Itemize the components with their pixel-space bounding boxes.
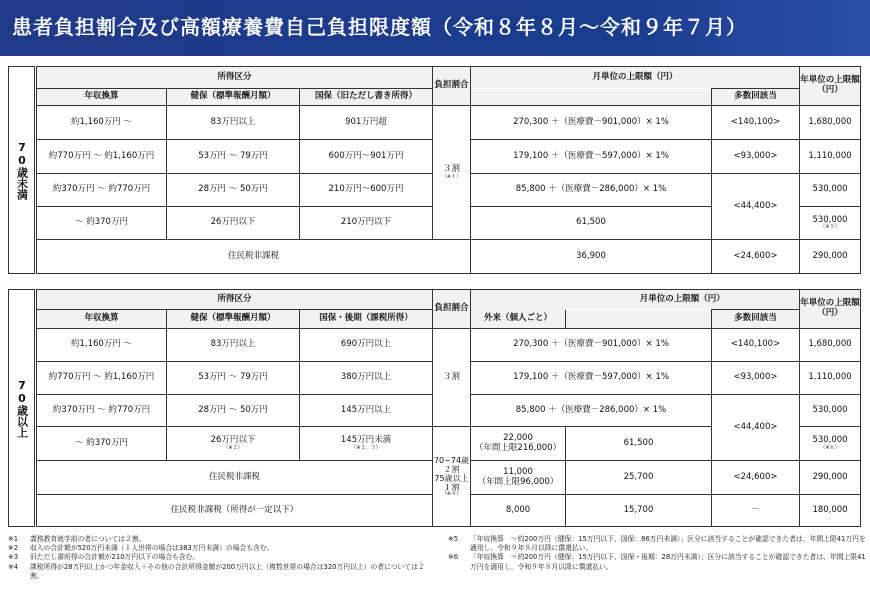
cell-kokuho: 600万円～901万円 (300, 140, 433, 174)
cell-hikazei: 住民税非課税 (37, 240, 471, 274)
header-month: 月単位の上限額（円） (566, 290, 800, 310)
header-gairai-top (471, 290, 566, 310)
cell-month: 15,700 (566, 495, 712, 527)
year-note: （※５） (820, 224, 840, 231)
futan-age-1: 70~74歳 (433, 455, 470, 465)
table-row (37, 329, 861, 362)
futan-note: （※１） (441, 173, 462, 180)
cell-nenshu: 約370万円 ～ 約770万円 (37, 395, 167, 427)
cell-month: 85,800 ＋（医療費－286,000）× 1% (471, 174, 712, 207)
year-value: 530,000 (812, 435, 848, 446)
cell-futan (433, 106, 471, 240)
cell-year (800, 427, 861, 461)
year-note: （※６） (820, 444, 840, 451)
header-month: 月単位の上限額（円） (471, 67, 800, 89)
cell-tasu: <140,100> (712, 106, 800, 140)
cell-kenpo: 28万円 ～ 50万円 (167, 174, 300, 207)
cell-month: 36,900 (471, 240, 712, 274)
cell-month: 25,700 (566, 461, 712, 495)
cell-nenshu: 約770万円 ～ 約1,160万円 (37, 362, 167, 395)
futan-rate-2: １割 (443, 483, 460, 493)
header-month-spacer (566, 310, 712, 329)
cell-year: 1,110,000 (800, 362, 861, 395)
cell-nenshu: ～ 約370万円 (37, 427, 167, 461)
cell-month: 179,100 ＋（医療費－597,000）× 1% (471, 140, 712, 174)
gairai-value: 11,000 (503, 466, 533, 477)
footnote-text: 課税所得が28万円以上かつ年金収入＋その他の合計所得金額が200万円以上（複数世帯の場合は320万円以上）の者については２割。 (30, 562, 425, 580)
cell-month: 179,100 ＋（医療費－597,000）× 1% (471, 362, 712, 395)
cell-kenpo: 26万円以下 (167, 207, 300, 240)
futan-rate-1: ２割 (443, 464, 460, 474)
header-kenpo: 健保（標準報酬月額） (167, 89, 300, 106)
cell-tasu: <24,600> (712, 461, 800, 495)
kenpo-note: （※２） (223, 444, 243, 451)
footnote-mark: ※1 (8, 535, 19, 543)
cell-tasu: <44,400> (712, 174, 800, 240)
table-under-70 (36, 66, 861, 274)
header-futan: 負担割合 (433, 290, 471, 329)
header-gairai: 外来（個人ごと） (471, 310, 566, 329)
footnote-mark: ※6 (448, 553, 459, 562)
cell-nenshu: 約770万円 ～ 約1,160万円 (37, 140, 167, 174)
year-value: 530,000 (812, 214, 848, 225)
footnote (448, 535, 868, 553)
futan-value: ３割 (442, 164, 460, 175)
cell-hikazei-low: 住民税非課税（所得が一定以下） (37, 495, 433, 527)
header-kokuho: 国保（旧ただし書き所得） (300, 89, 433, 106)
cell-nenshu: ～ 約370万円 (37, 207, 167, 240)
header-shotoku: 所得区分 (37, 67, 433, 89)
gairai-annual: （年間上限216,000） (474, 442, 562, 453)
header-nenshu: 年収換算 (37, 310, 167, 329)
cell-year: 1,680,000 (800, 106, 861, 140)
section-label-70-plus: 70歳以上 (8, 289, 35, 527)
cell-tasu: <140,100> (712, 329, 800, 362)
cell-month: 61,500 (566, 427, 712, 461)
cell-kenpo: 83万円以上 (167, 329, 300, 362)
cell-year: 530,000 (800, 395, 861, 427)
cell-year: 290,000 (800, 461, 861, 495)
cell-tasu: <24,600> (712, 240, 800, 274)
cell-year: 1,680,000 (800, 329, 861, 362)
kenpo-value: 26万円以下 (210, 435, 256, 446)
table-70-plus (36, 289, 861, 527)
footnote (448, 553, 868, 571)
cell-gairai: 8,000 (471, 495, 566, 527)
header-futan: 負担割合 (433, 67, 471, 106)
cell-kokuho: 901万円超 (300, 106, 433, 140)
footnote (8, 553, 428, 562)
cell-month: 270,300 ＋（医療費－901,000）× 1% (471, 329, 712, 362)
header-nenshu: 年収換算 (37, 89, 167, 106)
section-label-under-70: 70歳未満 (8, 66, 35, 274)
cell-year: 530,000 (800, 174, 861, 207)
footnotes-right (448, 535, 868, 572)
gairai-value: 22,000 (503, 432, 533, 443)
cell-kenpo (167, 427, 300, 461)
cell-kokuho: 380万円以上 (300, 362, 433, 395)
kokuho-value: 145万円未満 (340, 435, 392, 446)
footnote-text: 「年収換算 ～約200万円（健保：15万円以下、国保・後期：28万円未満）」区分に該当することが確認できた者は、年間上限41万円を適用し、令和９年８月以降に償還払い。 (470, 553, 866, 571)
cell-tasu: <93,000> (712, 362, 800, 395)
cell-month: 61,500 (471, 207, 712, 240)
footnote-mark: ※4 (8, 562, 19, 571)
futan-note: （※４） (441, 491, 462, 498)
cell-futan: ３割 (433, 329, 471, 427)
cell-year: 290,000 (800, 240, 861, 274)
gairai-annual: （年間上限96,000） (477, 476, 559, 487)
header-tasu: 多数回該当 (712, 89, 800, 106)
cell-tasu: <93,000> (712, 140, 800, 174)
header-month-spacer (471, 89, 712, 106)
cell-month: 270,300 ＋（医療費－901,000）× 1% (471, 106, 712, 140)
cell-kenpo: 53万円 ～ 79万円 (167, 362, 300, 395)
footnote-mark: ※2 (8, 544, 19, 553)
cell-hikazei: 住民税非課税 (37, 461, 433, 495)
cell-year (800, 207, 861, 240)
cell-kokuho: 210万円以下 (300, 207, 433, 240)
footnote-text: 「年収換算 ～約200万円（健保：15万円以下、国保：86万円未満）」区分に該当することが確認できた者は、年間上限41万円を適用し、令和９年８月以降に償還払い。 (470, 535, 866, 553)
header-tasu: 多数回該当 (712, 310, 800, 329)
table-row (37, 106, 861, 140)
cell-year: 1,110,000 (800, 140, 861, 174)
cell-kenpo: 53万円 ～ 79万円 (167, 140, 300, 174)
cell-kenpo: 28万円 ～ 50万円 (167, 395, 300, 427)
cell-kokuho: 210万円～600万円 (300, 174, 433, 207)
footnote (8, 563, 428, 581)
cell-tasu: <44,400> (712, 395, 800, 461)
header-kenpo: 健保（標準報酬月額） (167, 310, 300, 329)
cell-gairai (471, 461, 566, 495)
cell-kokuho: 145万円以上 (300, 395, 433, 427)
kokuho-note: （※２、３） (351, 444, 381, 451)
futan-age-2: 75歳以上 (434, 474, 469, 483)
header-year: 年単位の上限額（円） (800, 67, 861, 106)
footnote-mark: ※3 (8, 553, 19, 562)
title-bar (0, 0, 870, 56)
cell-kokuho (300, 427, 433, 461)
header-kokuho: 国保・後期（課税所得） (300, 310, 433, 329)
footnote-text: 旧ただし書所得の合計額が210万円以下の場合も含む。 (30, 553, 200, 562)
footnote (8, 544, 428, 553)
cell-nenshu: 約370万円 ～ 約770万円 (37, 174, 167, 207)
cell-futan-elderly (433, 427, 471, 527)
footnote-mark: ※5 (448, 535, 459, 543)
footnote (8, 535, 428, 544)
footnotes-left (8, 535, 428, 581)
cell-year: 180,000 (800, 495, 861, 527)
cell-kenpo: 83万円以上 (167, 106, 300, 140)
cell-month: 85,800 ＋（医療費－286,000）× 1% (471, 395, 712, 427)
table-row (37, 240, 861, 274)
cell-gairai (471, 427, 566, 461)
cell-kokuho: 690万円以上 (300, 329, 433, 362)
cell-nenshu: 約1,160万円 ～ (37, 106, 167, 140)
cell-nenshu: 約1,160万円 ～ (37, 329, 167, 362)
header-shotoku: 所得区分 (37, 290, 433, 310)
header-year: 年単位の上限額（円） (800, 290, 861, 329)
page-title: 患者負担割合及び高額療養費自己負担限度額（令和８年８月～令和９年７月） (12, 15, 747, 39)
cell-tasu: － (712, 495, 800, 527)
footnote-text: 義務教育就学前の者については２割。 (30, 535, 146, 543)
footnote-text: 収入の合計額が520万円未満（１人世帯の場合は383万円未満）の場合も含む。 (30, 544, 274, 553)
